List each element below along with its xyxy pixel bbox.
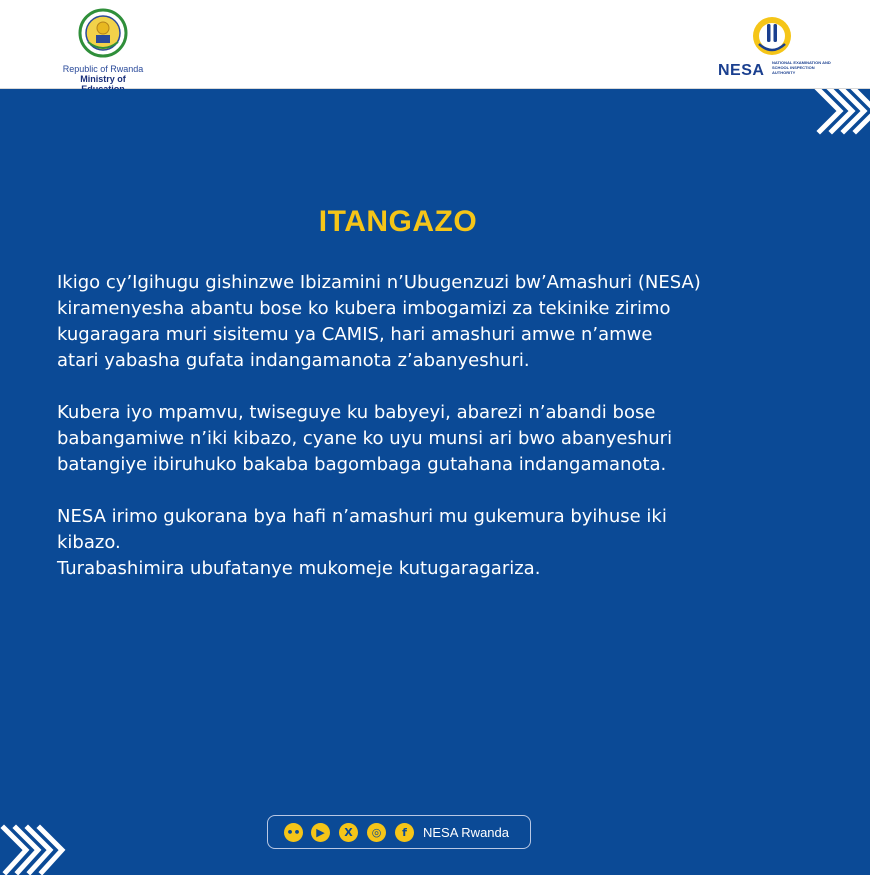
social-handle: NESA Rwanda [423,825,509,840]
notice-paragraph: Turabashimira ubufatanye mukomeje kutugaragariza. [57,558,541,579]
notice-paragraph: NESA irimo gukorana bya hafi n’amashuri mu gukemura byihuse iki kibazo. [57,506,667,553]
facebook-icon[interactable]: f [395,823,414,842]
header-bar [0,0,870,89]
notice-paragraph: Ikigo cy’Igihugu gishinzwe Ibizamini n’Ubugenzuzi bw’Amashuri (NESA) kiramenyesha abantu bose ko kubera imbogamizi za tekinike zirimo kugaragara muri sisitemu ya CAMIS, hari amashuri amwe n’amwe atari yabasha gufata indangamanota z’abanyeshuri. [57,272,701,371]
instagram-icon[interactable]: ◎ [367,823,386,842]
x-icon[interactable]: X [339,823,358,842]
nesa-subtitle: NATIONAL EXAMINATION AND SCHOOL INSPECTION AUTHORITY [772,60,831,75]
rwanda-ministry-logo [58,8,148,94]
republic-label: Republic of Rwanda [62,64,144,74]
chevron-pattern-top-right [806,89,870,147]
ministry-label: Ministry of [80,74,126,84]
nesa-wordmark: NESA [718,62,765,79]
notice-title: ITANGAZO [318,205,478,238]
flickr-icon[interactable]: •• [284,823,303,842]
chevron-pattern-bottom-left [0,816,70,875]
social-media-bar [267,815,531,849]
rwanda-seal-icon [78,8,128,58]
notice-paragraph: Kubera iyo mpamvu, twiseguye ku babyeyi, abarezi n’abandi bose babangamiwe n’iki kibazo, cyane ko uyu munsi ari bwo abanyeshuri batangiye ibiruhuko bakaba bagombaga gutahana indangamanota. [57,402,673,475]
nesa-emblem-icon [750,14,794,60]
nesa-logo [718,14,838,80]
youtube-icon[interactable]: ▶ [311,823,330,842]
notice-body [57,270,847,582]
